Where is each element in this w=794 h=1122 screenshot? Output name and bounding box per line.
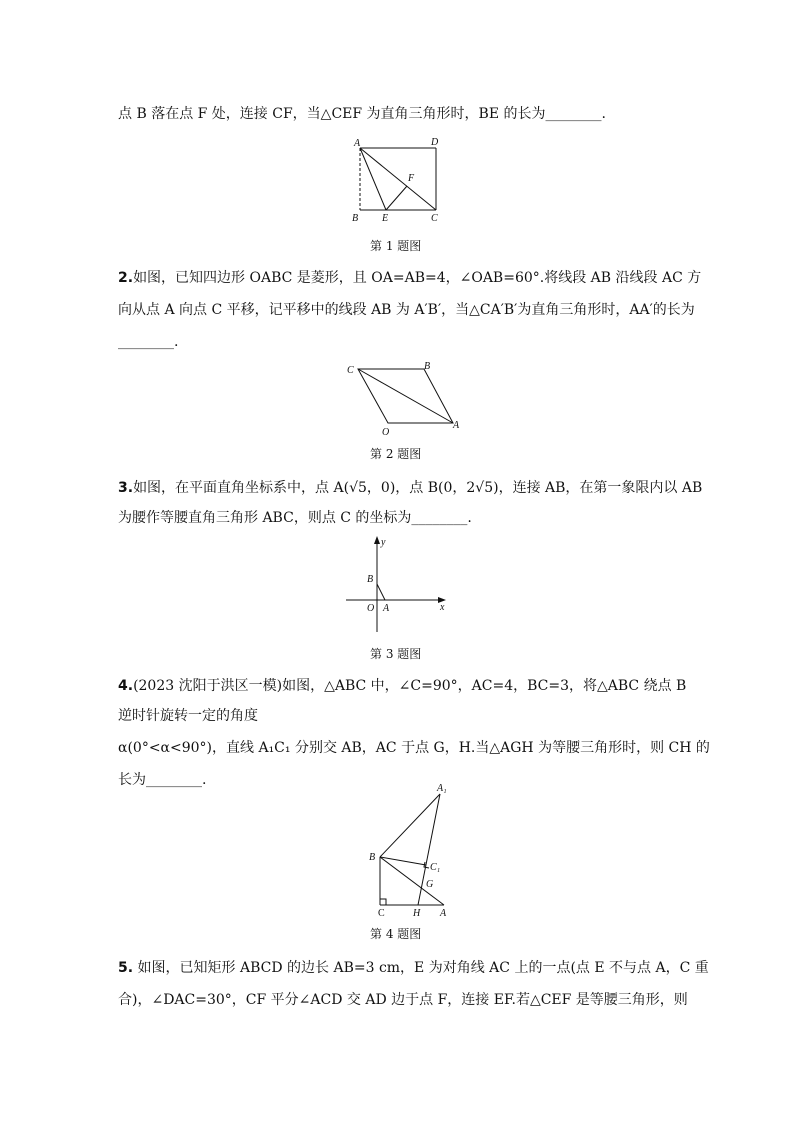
- q2-label-B: B: [424, 361, 431, 372]
- q3-text-line-2: 为腰作等腰直角三角形 ABC，则点 C 的坐标为________.: [118, 510, 472, 526]
- q2-text-line-1: 2.如图，已知四边形 OABC 是菱形，且 OA=AB=4，∠OAB=60°.将线段 AB 沿线段 AC 方: [118, 270, 702, 286]
- q1-caption: 第 1 题图: [370, 239, 422, 253]
- q4-text-line-3: α(0°<α<90°)，直线 A₁C₁ 分别交 AB，AC 于点 G，H.当△AGH 为等腰三角形时，则 CH 的: [118, 740, 710, 756]
- q3-label-y: y: [381, 537, 386, 548]
- q4-label-B: B: [369, 852, 376, 863]
- q5-number: 5.: [118, 960, 134, 976]
- q4-label-G: G: [426, 879, 434, 890]
- q3-label-A: A: [383, 603, 390, 614]
- q1-text-line-1: 点 B 落在点 F 处，连接 CF，当△CEF 为直角三角形时，BE 的长为________.: [118, 106, 606, 122]
- q4-label-C1: C₁: [430, 862, 441, 873]
- q3-text-line-1: 3.如图，在平面直角坐标系中，点 A(√5，0)，点 B(0，2√5)，连接 AB，在第一象限内以 AB: [118, 480, 703, 496]
- q1-label-F: F: [408, 173, 415, 184]
- q5-text-line-1: 5. 如图，已知矩形 ABCD 的边长 AB=3 cm，E 为对角线 AC 上的一点(点 E 不与点 A，C 重: [118, 960, 709, 976]
- q1-label-E: E: [382, 213, 389, 224]
- q3-caption: 第 3 题图: [370, 647, 422, 661]
- q4-text-line-2: 逆时针旋转一定的角度: [118, 708, 258, 724]
- q5-text-line-2: 合)，∠DAC=30°，CF 平分∠ACD 交 AD 边于点 F，连接 EF.若△CEF 是等腰三角形，则: [118, 992, 688, 1008]
- q1-label-B: B: [352, 213, 359, 224]
- q4-text-line-4: 长为________.: [118, 772, 207, 788]
- q4-label-A: A: [440, 908, 447, 919]
- q4-text-line-1: 4.(2023 沈阳于洪区一模)如图，△ABC 中，∠C=90°，AC=4，BC=3，将△ABC 绕点 B: [118, 678, 687, 694]
- q3-number: 3.: [118, 480, 134, 496]
- q2-number: 2.: [118, 270, 134, 286]
- q4-label-A1: A₁: [437, 783, 447, 794]
- q1-label-C: C: [431, 213, 438, 224]
- q3-label-B: B: [367, 574, 374, 585]
- q4-number: 4.: [118, 678, 134, 694]
- q2-label-A: A: [453, 420, 460, 431]
- q2-label-O: O: [382, 427, 390, 438]
- q1-label-A: A: [354, 138, 361, 149]
- q2-text-line-3: ________.: [118, 334, 179, 350]
- q4-label-C: C: [378, 908, 385, 919]
- q4-caption: 第 4 题图: [370, 927, 422, 941]
- q2-caption: 第 2 题图: [370, 447, 422, 461]
- q2-text-line-2: 向从点 A 向点 C 平移，记平移中的线段 AB 为 A′B′，当△CA′B′为直角三角形时，AA′的长为: [118, 302, 695, 318]
- q4-label-H: H: [413, 908, 421, 919]
- q3-label-O: O: [367, 603, 375, 614]
- q3-label-x: x: [440, 602, 445, 613]
- q1-label-D: D: [431, 137, 439, 148]
- q2-label-C: C: [347, 365, 354, 376]
